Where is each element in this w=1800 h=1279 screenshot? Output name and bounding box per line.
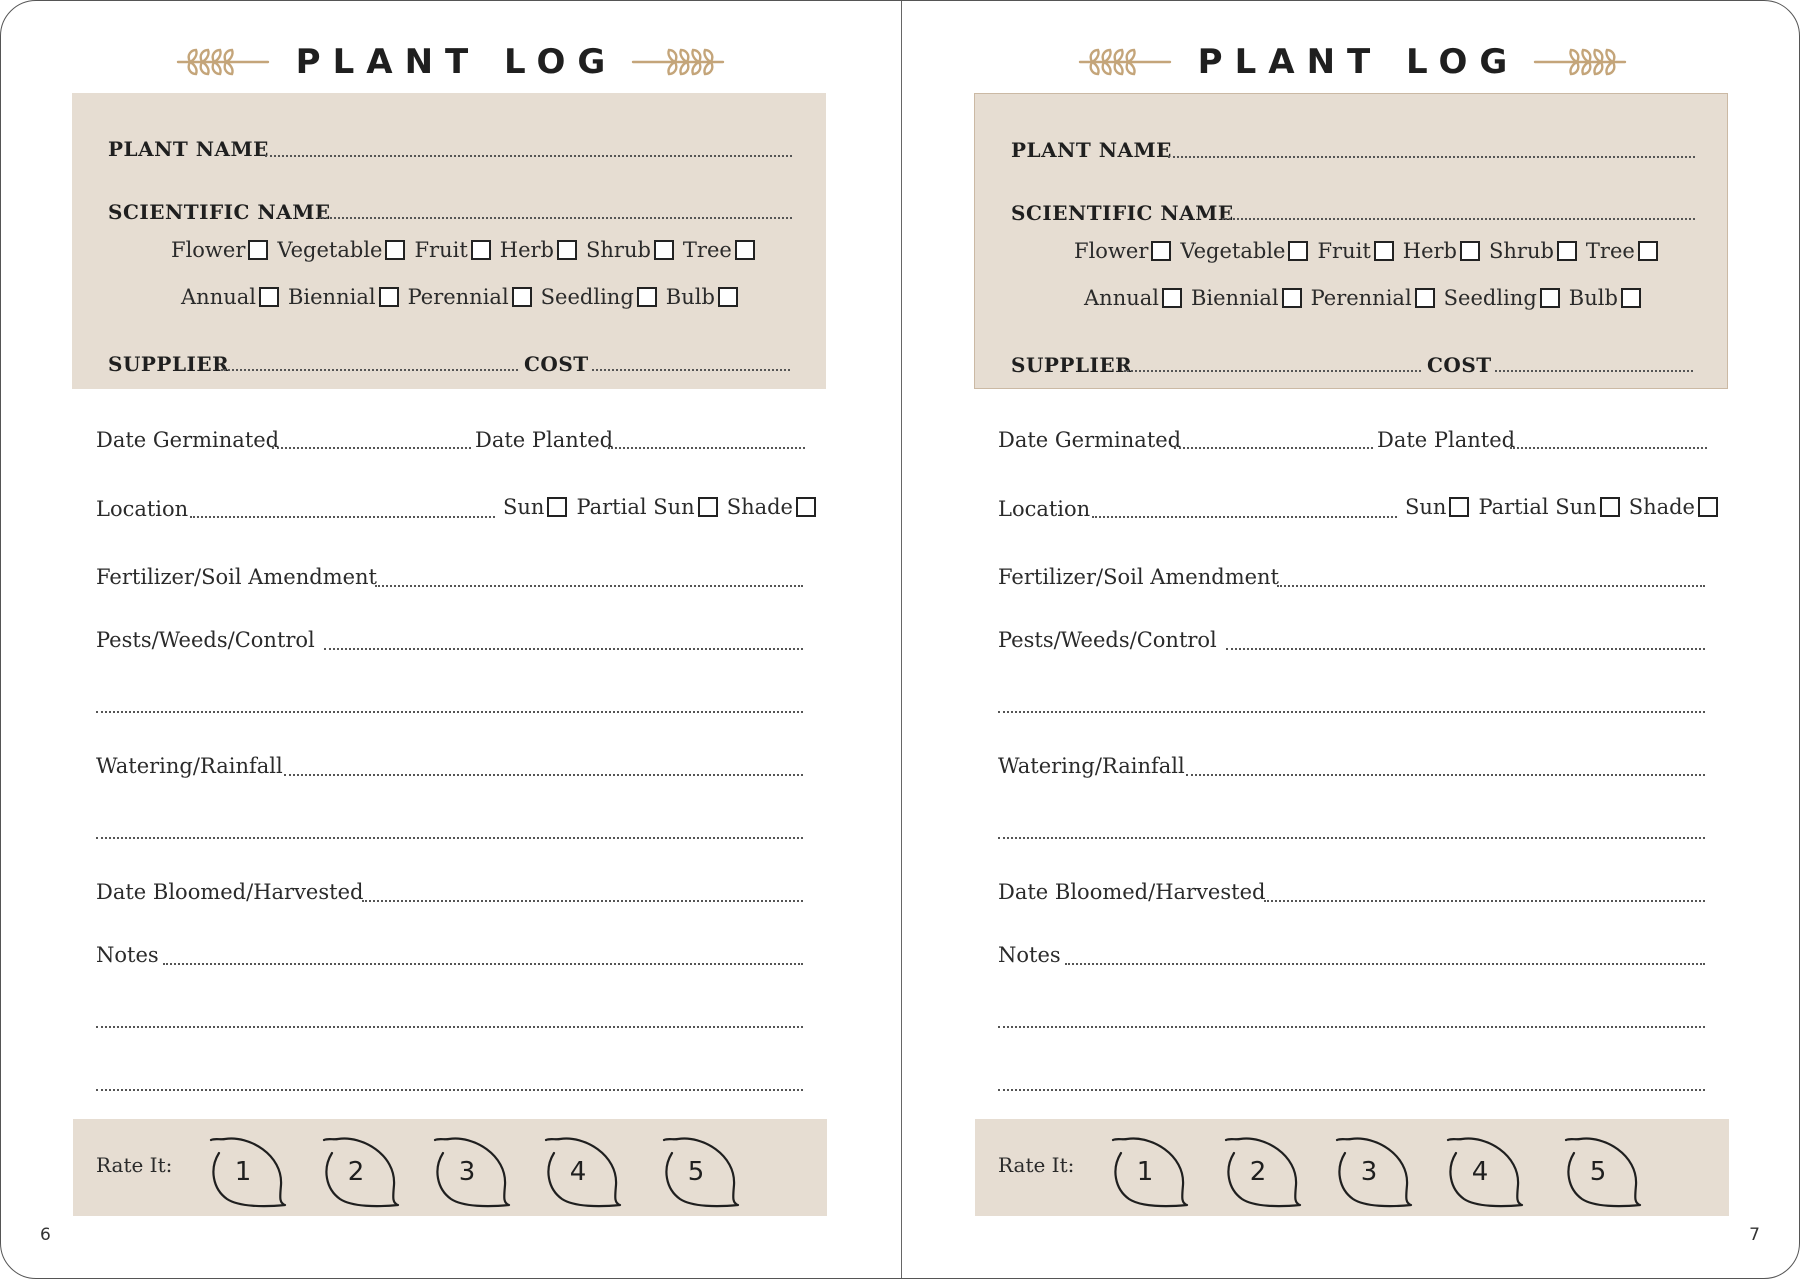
option-shrub xyxy=(1489,239,1586,263)
option-label: Shrub xyxy=(586,238,651,262)
cost-label: COST xyxy=(524,352,589,376)
notes-label: Notes xyxy=(998,943,1061,967)
bloomed-field[interactable] xyxy=(362,900,803,902)
lifecycle-options xyxy=(181,285,747,309)
sprig-left-icon xyxy=(176,44,270,80)
rating-box xyxy=(975,1119,1729,1216)
plant-name-field[interactable] xyxy=(265,155,792,157)
checkbox[interactable] xyxy=(1162,288,1182,308)
pests-field[interactable] xyxy=(1226,648,1705,650)
option-herb xyxy=(1403,239,1489,263)
sun-options xyxy=(1405,495,1727,519)
checkbox[interactable] xyxy=(1282,288,1302,308)
rating-number: 5 xyxy=(687,1157,705,1187)
scientific-name-label: SCIENTIFIC NAME xyxy=(108,200,331,224)
option-label: Sun xyxy=(503,495,545,519)
option-annual xyxy=(181,285,288,309)
date-planted-field[interactable] xyxy=(608,447,805,449)
option-bulb xyxy=(1569,286,1650,310)
checkbox[interactable] xyxy=(1288,241,1308,261)
plant-type-options xyxy=(1074,239,1667,263)
option-label: Biennial xyxy=(1190,286,1279,310)
checkbox[interactable] xyxy=(1557,241,1577,261)
bloomed-field[interactable] xyxy=(1264,900,1705,902)
rating-leaf-2[interactable] xyxy=(1224,1137,1302,1209)
option-label: Herb xyxy=(1402,239,1457,263)
checkbox[interactable] xyxy=(1638,241,1658,261)
option-biennial xyxy=(1191,286,1311,310)
checkbox[interactable] xyxy=(654,240,674,260)
rating-leaf-1[interactable] xyxy=(209,1137,287,1209)
watering-field-line-2[interactable] xyxy=(998,837,1705,839)
option-perennial xyxy=(408,285,541,309)
watering-label: Watering/Rainfall xyxy=(96,754,283,778)
cost-label: COST xyxy=(1427,353,1492,377)
pests-field-line-2[interactable] xyxy=(998,711,1705,713)
cost-field[interactable] xyxy=(1495,370,1693,372)
watering-label: Watering/Rainfall xyxy=(998,754,1185,778)
notes-label: Notes xyxy=(96,943,159,967)
option-label: Shade xyxy=(726,495,793,519)
rating-number: 4 xyxy=(1471,1157,1489,1187)
option-partial-sun xyxy=(576,495,726,519)
watering-field[interactable] xyxy=(1186,774,1705,776)
pests-field-line-2[interactable] xyxy=(96,711,803,713)
option-label: Flower xyxy=(1074,239,1149,263)
watering-field-line-2[interactable] xyxy=(96,837,803,839)
sprig-right-icon xyxy=(1533,44,1627,80)
fertilizer-label: Fertilizer/Soil Amendment xyxy=(998,565,1279,589)
rating-number: 3 xyxy=(458,1157,476,1187)
date-germinated-label: Date Germinated xyxy=(998,428,1182,452)
page-header xyxy=(1,41,900,83)
option-label: Fruit xyxy=(414,238,468,262)
date-planted-field[interactable] xyxy=(1510,447,1707,449)
option-label: Sun xyxy=(1405,495,1447,519)
bloomed-label: Date Bloomed/Harvested xyxy=(96,880,364,904)
option-label: Shade xyxy=(1628,495,1695,519)
option-sun xyxy=(1405,495,1478,519)
checkbox[interactable] xyxy=(1415,288,1435,308)
checkbox[interactable] xyxy=(637,287,657,307)
date-germinated-field[interactable] xyxy=(1174,447,1373,449)
page-spine xyxy=(901,1,902,1279)
option-label: Shrub xyxy=(1489,239,1554,263)
notes-field-line-3[interactable] xyxy=(998,1089,1705,1091)
checkbox[interactable] xyxy=(512,287,532,307)
option-label: Annual xyxy=(181,285,256,309)
rating-number: 3 xyxy=(1360,1157,1378,1187)
option-sun xyxy=(503,495,576,519)
option-vegetable xyxy=(277,238,414,262)
page-title: PLANT LOG xyxy=(295,42,618,82)
option-tree xyxy=(1586,239,1667,263)
checkbox[interactable] xyxy=(1621,288,1641,308)
plant-info-box xyxy=(974,93,1728,389)
option-partial-sun xyxy=(1478,495,1628,519)
checkbox[interactable] xyxy=(1600,497,1620,517)
option-label: Annual xyxy=(1084,286,1159,310)
rating-number: 2 xyxy=(347,1157,365,1187)
plant-info-box xyxy=(72,93,826,389)
rating-leaf-5[interactable] xyxy=(1564,1137,1642,1209)
rating-leaf-3[interactable] xyxy=(1335,1137,1413,1209)
rating-leaf-4[interactable] xyxy=(544,1137,622,1209)
plant-name-field[interactable] xyxy=(1168,156,1695,158)
checkbox[interactable] xyxy=(735,240,755,260)
checkbox[interactable] xyxy=(698,497,718,517)
option-bulb xyxy=(666,285,747,309)
rate-label: Rate It: xyxy=(998,1153,1075,1177)
rating-number: 5 xyxy=(1589,1157,1607,1187)
notes-field[interactable] xyxy=(1065,963,1705,965)
checkbox[interactable] xyxy=(1698,497,1718,517)
option-fruit xyxy=(414,238,499,262)
left-page xyxy=(1,1,900,1279)
plant-name-label: PLANT NAME xyxy=(108,137,269,161)
fertilizer-field[interactable] xyxy=(1277,585,1705,587)
option-shrub xyxy=(586,238,683,262)
option-label: Herb xyxy=(499,238,554,262)
option-shade xyxy=(1629,495,1727,519)
checkbox[interactable] xyxy=(557,240,577,260)
rating-leaf-5[interactable] xyxy=(662,1137,740,1209)
option-label: Vegetable xyxy=(277,238,383,262)
rating-number: 4 xyxy=(569,1157,587,1187)
option-label: Partial Sun xyxy=(576,495,695,519)
option-herb xyxy=(500,238,586,262)
checkbox[interactable] xyxy=(1460,241,1480,261)
sprig-right-icon xyxy=(631,44,725,80)
rating-number: 2 xyxy=(1249,1157,1267,1187)
notes-field-line-3[interactable] xyxy=(96,1089,803,1091)
rate-label: Rate It: xyxy=(96,1153,173,1177)
plant-name-label: PLANT NAME xyxy=(1011,138,1172,162)
checkbox[interactable] xyxy=(248,240,268,260)
option-label: Seedling xyxy=(1443,286,1537,310)
checkbox[interactable] xyxy=(718,287,738,307)
checkbox[interactable] xyxy=(1540,288,1560,308)
pests-field[interactable] xyxy=(324,648,803,650)
option-fruit xyxy=(1317,239,1402,263)
location-field[interactable] xyxy=(1092,516,1397,518)
option-label: Bulb xyxy=(665,285,715,309)
option-label: Perennial xyxy=(1310,286,1412,310)
cost-field[interactable] xyxy=(592,369,790,371)
bloomed-label: Date Bloomed/Harvested xyxy=(998,880,1266,904)
checkbox[interactable] xyxy=(379,287,399,307)
option-label: Tree xyxy=(682,238,732,262)
option-seedling xyxy=(541,285,666,309)
watering-field[interactable] xyxy=(284,774,803,776)
checkbox[interactable] xyxy=(259,287,279,307)
page-title: PLANT LOG xyxy=(1197,42,1520,82)
page-number: 7 xyxy=(1749,1225,1760,1245)
option-biennial xyxy=(288,285,408,309)
right-page xyxy=(903,1,1800,1279)
checkbox[interactable] xyxy=(471,240,491,260)
scientific-name-label: SCIENTIFIC NAME xyxy=(1011,201,1234,225)
sun-options xyxy=(503,495,825,519)
pests-label: Pests/Weeds/Control xyxy=(96,628,315,652)
option-label: Flower xyxy=(171,238,246,262)
option-label: Perennial xyxy=(407,285,509,309)
option-label: Seedling xyxy=(540,285,634,309)
checkbox[interactable] xyxy=(1151,241,1171,261)
option-annual xyxy=(1084,286,1191,310)
rating-leaf-2[interactable] xyxy=(322,1137,400,1209)
checkbox[interactable] xyxy=(796,497,816,517)
checkbox[interactable] xyxy=(1449,497,1469,517)
checkbox[interactable] xyxy=(1374,241,1394,261)
rating-leaf-1[interactable] xyxy=(1111,1137,1189,1209)
supplier-label: SUPPLIER xyxy=(108,352,230,376)
checkbox[interactable] xyxy=(385,240,405,260)
scientific-name-field[interactable] xyxy=(319,217,792,219)
checkbox[interactable] xyxy=(547,497,567,517)
location-field[interactable] xyxy=(190,516,495,518)
option-label: Partial Sun xyxy=(1478,495,1597,519)
date-germinated-label: Date Germinated xyxy=(96,428,280,452)
option-label: Biennial xyxy=(287,285,376,309)
rating-leaf-3[interactable] xyxy=(433,1137,511,1209)
fertilizer-label: Fertilizer/Soil Amendment xyxy=(96,565,377,589)
rating-box xyxy=(73,1119,827,1216)
rating-number: 1 xyxy=(1136,1157,1154,1187)
page-header xyxy=(903,41,1800,83)
scientific-name-field[interactable] xyxy=(1222,218,1695,220)
plant-type-options xyxy=(171,238,764,262)
option-shade xyxy=(727,495,825,519)
notes-field[interactable] xyxy=(163,963,803,965)
option-label: Tree xyxy=(1585,239,1635,263)
notes-field-line-2[interactable] xyxy=(96,1026,803,1028)
lifecycle-options xyxy=(1084,286,1650,310)
option-label: Fruit xyxy=(1317,239,1371,263)
option-label: Bulb xyxy=(1568,286,1618,310)
date-planted-label: Date Planted xyxy=(1377,428,1516,452)
sprig-left-icon xyxy=(1078,44,1172,80)
location-label: Location xyxy=(96,497,189,521)
supplier-label: SUPPLIER xyxy=(1011,353,1133,377)
rating-leaf-4[interactable] xyxy=(1446,1137,1524,1209)
option-flower xyxy=(171,238,277,262)
option-label: Vegetable xyxy=(1180,239,1286,263)
rating-number: 1 xyxy=(234,1157,252,1187)
supplier-field[interactable] xyxy=(221,369,518,371)
date-germinated-field[interactable] xyxy=(272,447,471,449)
fertilizer-field[interactable] xyxy=(375,585,803,587)
date-planted-label: Date Planted xyxy=(475,428,614,452)
option-vegetable xyxy=(1180,239,1317,263)
notes-field-line-2[interactable] xyxy=(998,1026,1705,1028)
option-flower xyxy=(1074,239,1180,263)
supplier-field[interactable] xyxy=(1124,370,1421,372)
option-tree xyxy=(683,238,764,262)
location-label: Location xyxy=(998,497,1091,521)
pests-label: Pests/Weeds/Control xyxy=(998,628,1217,652)
option-perennial xyxy=(1311,286,1444,310)
page-number: 6 xyxy=(40,1225,51,1245)
option-seedling xyxy=(1444,286,1569,310)
